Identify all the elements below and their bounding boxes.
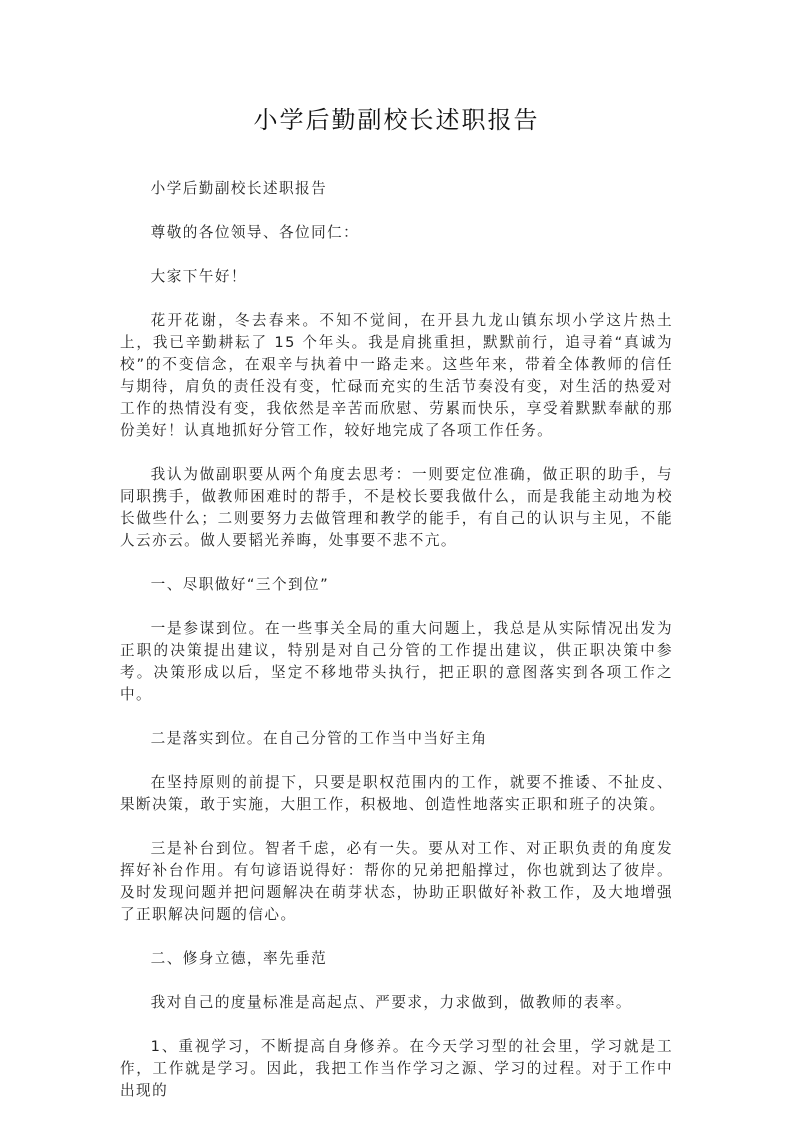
paragraph-standard: 我对自己的度量标准是高起点、严要求，力求做到，做教师的表率。: [150, 994, 632, 1011]
paragraph-advisor: 一是参谋到位。在一些事关全局的重大问题上，我总是从实际情况出发为正职的决策提出建议，特别是对自己分管的工作提出建议，供正职决策中参考。决策形成以后，坚定不移地带头执行，把正职的意图落实到各项工作之中。: [120, 620, 673, 703]
document-title: 小学后勤副校长述职报告: [253, 106, 540, 134]
document-body: [120, 178, 673, 1102]
paragraph-support: 三是补台到位。智者千虑，必有一失。要从对工作、对正职负责的角度发挥好补台作用。有句谚语说得好：帮你的兄弟把船撑过，你也就到达了彼岸。及时发现问题并把问题解决在萌芽状态，协助正职做好补救工作，及大地增强了正职解决问题的信心。: [120, 840, 673, 923]
paragraph-implementation: 在坚持原则的前提下，只要是职权范围内的工作，就要不推诿、不扯皮、果断决策，敢于实施，大胆工作，积极地、创造性地落实正职和班子的决策。: [120, 774, 673, 813]
paragraph-salutation: 尊敬的各位领导、各位同仁：: [150, 224, 360, 241]
paragraph-greeting: 大家下午好！: [150, 268, 247, 285]
paragraph-study: 1、重视学习，不断提高自身修养。在今天学习型的社会里，学习就是工作，工作就是学习。因此，我把工作当作学习之源、学习的过程。对于工作中出现的: [120, 1038, 673, 1099]
paragraph-role-view: 我认为做副职要从两个角度去思考：一则要定位准确，做正职的助手，与同职携手，做教师困难时的帮手，不是校长要我做什么，而是我能主动地为校长做些什么；二则要努力去做管理和教学的能手，有自己的认识与主见，不能人云亦云。做人要韬光养晦，处事要不悲不亢。: [120, 466, 673, 549]
paragraph-intro: 花开花谢，冬去春来。不知不觉间，在开县九龙山镇东坝小学这片热土上，我已辛勤耕耘了 15 个年头。我是肩挑重担，默默前行，追寻着“真诚为校”的不变信念，在艰辛与执着中一路走来。这些年来，带着全体教师的信任与期待，肩负的责任没有变，忙碌而充实的生活节奏没有变，对生活的热爱对工作的热情没有变，我依然是辛苦而欣慰、劳累而快乐，享受着默默奉献的那份美好！认真地抓好分管工作，较好地完成了各项工作任务。: [120, 312, 673, 439]
paragraph-implementation-heading: 二是落实到位。在自己分管的工作当中当好主角: [150, 730, 488, 747]
section-heading-2: 二、修身立德，率先垂范: [150, 950, 328, 967]
section-heading-1: 一、尽职做好“三个到位”: [150, 576, 330, 593]
paragraph-subtitle: 小学后勤副校长述职报告: [150, 180, 328, 197]
